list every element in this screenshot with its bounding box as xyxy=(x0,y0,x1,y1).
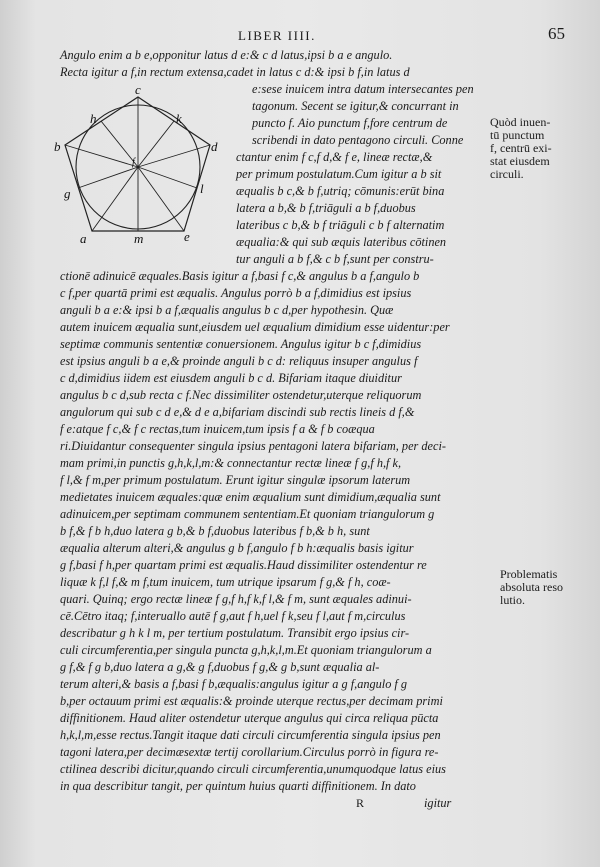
label-d: d xyxy=(211,139,218,154)
text-line: tagoni latera,per decimæsextæ tertij corollarium.Circulus porrò in figura re- xyxy=(60,745,439,759)
label-k: k xyxy=(176,111,182,126)
text-line: culi circumferentia,per singula puncta g,h,k,l,m.Et quoniam triangulorum a xyxy=(60,643,432,657)
text-line: b,per octauum primi est æqualis:& proinde uterque rectus,per decimam primi xyxy=(60,694,443,708)
text-line: æqualia alterum alteri,& angulus g b f,angulo f b h:æqualis basis igitur xyxy=(60,541,414,555)
page-number: 65 xyxy=(548,24,565,43)
margin-note-resolution xyxy=(500,568,563,607)
text-line: b f,& f b h,duo latera g b,& b f,duobus lateribus f b,& b h, sunt xyxy=(60,524,370,538)
text-line: per primum postulatum.Cum igitur a b sit xyxy=(236,167,442,181)
text-line: medietates inuicem æquales:quæ enim æqualium sunt dimidium,æqualia sunt xyxy=(60,490,441,504)
text-line: tur anguli a b f,& c b f,sunt per constru- xyxy=(236,252,434,266)
text-line: tagonum. Secent se igitur,& concurrant in xyxy=(252,99,459,113)
text-line: f l,& f m,per primum postulatum. Erunt igitur singulæ ipsorum laterum xyxy=(60,473,411,487)
text-line: mam primi,in punctis g,h,k,l,m:& connectantur rectæ lineæ f g,f h,f k, xyxy=(60,456,402,470)
margin-note-center xyxy=(490,116,552,181)
margin-note-line: circuli. xyxy=(490,167,524,181)
label-b: b xyxy=(54,139,61,154)
text-line: ctionē adinuicē æquales.Basis igitur a f,basi f c,& angulus b a f,angulo b xyxy=(60,269,420,283)
text-line: est ipsius anguli b a e,& proinde anguli b c d: reliquus insuper angulus f xyxy=(60,354,418,368)
text-line: angulus b c d,sub recta c f.Nec dissimiliter ostendetur,uterque reliquorum xyxy=(60,388,422,402)
text-line: anguli b a e:& ipsi b a f,æqualis angulus b c d,per hypothesin. Quæ xyxy=(60,303,394,317)
margin-note-line: f, centrū exi- xyxy=(490,141,552,155)
text-line: c d,dimidius iidem est eiusdem anguli b c d. Bifariam itaque diuiditur xyxy=(60,371,402,385)
label-g: g xyxy=(64,186,71,201)
margin-note-line: absoluta reso xyxy=(500,580,563,594)
margin-note-line: lutio. xyxy=(500,593,526,607)
text-line: h,k,l,m,esse rectus.Tangit itaque dati circuli circumferentia singula ipsius pen xyxy=(60,728,441,742)
text-line: latera a b,& b f,triāguli a b f,duobus xyxy=(236,201,416,215)
text-line: in qua describitur tangit, per quintum huius quarti diffinitionem. In dato xyxy=(60,779,416,793)
text-line: e:sese inuicem intra datum intersecantes pen xyxy=(252,82,474,96)
label-e: e xyxy=(184,229,190,244)
text-line: Recta igitur a f,in rectum extensa,cadet in latus c d:& ipsi b f,in latus d xyxy=(60,65,410,79)
label-f: f xyxy=(132,157,135,168)
text-line: adinuicem,per septimam communem sententiam.Et quoniam triangulorum g xyxy=(60,507,435,521)
margin-note-line: stat eiusdem xyxy=(490,154,550,168)
text-line: æqualis b c,& b f,utriq; cōmunis:erūt bina xyxy=(236,184,445,198)
text-line: ctilinea describi dicitur,quando circuli circumferentia,unumquodque latus eius xyxy=(60,762,446,776)
catchword: igitur xyxy=(424,796,452,810)
margin-note-line: Problematis xyxy=(500,567,558,581)
text-line: autem inuicem æqualia sunt,eiusdem uel æqualium dimidium esse uidentur:per xyxy=(60,320,450,334)
margin-note-line: Quòd inuen- xyxy=(490,115,551,129)
text-line: quari. Quinq; ergo rectæ lineæ f g,f h,f k,f l,& f m, sunt æquales adinui- xyxy=(60,592,412,606)
text-line: lateribus c b,& b f triāguli c b f alternatim xyxy=(236,218,445,232)
label-a: a xyxy=(80,231,87,245)
text-line: æqualia:& qui sub æquis lateribus cōtinen xyxy=(236,235,447,249)
label-h: h xyxy=(90,111,97,126)
label-m: m xyxy=(134,231,144,245)
text-line: f e:atque f c,& f c rectas,tum inuicem,tum ipsis f a & f b coæqua xyxy=(60,422,375,436)
text-line: g f,basi f h,per quartam primi est æqualis.Haud dissimiliter ostendentur re xyxy=(60,558,427,572)
text-line: ctantur enim f c,f d,& f e, lineæ rectæ,& xyxy=(236,150,433,164)
text-line: Angulo enim a b e,opponitur latus d e:& c d latus,ipsi b a e angulo. xyxy=(60,48,393,62)
text-line: cē.Cētro itaq; f,interuallo autē f g,aut f h,uel f k,seu f l,aut f m,circulus xyxy=(60,609,406,623)
text-line: septimæ communis sententiæ conuersionem. Angulus igitur b c f,dimidius xyxy=(60,337,422,351)
margin-note-line: tū punctum xyxy=(490,128,545,142)
text-line: scribendi in dato pentagono circuli. Conne xyxy=(252,133,464,147)
signature-mark: R xyxy=(356,796,365,810)
label-l: l xyxy=(200,181,204,196)
running-head: LIBER IIII. xyxy=(238,28,316,43)
text-line: liquæ k f,l f,& m f,tum inuicem, tum utrique ipsarum f g,& f h, coæ- xyxy=(60,575,391,589)
text-line: angulorum qui sub c d e,& d e a,bifariam discindi sub rectis lineis d f,& xyxy=(60,405,415,419)
text-line: puncto f. Aio punctum f,fore centrum de xyxy=(252,116,448,130)
label-c: c xyxy=(135,85,141,97)
text-line: describatur g h k l m, per tertium postulatum. Transibit ergo ipsius cir- xyxy=(60,626,410,640)
text-line: c f,per quartā primi est æqualis. Angulus porrò b a f,dimidius est ipsius xyxy=(60,286,412,300)
text-line: g f,& f g b,duo latera a g,& g f,duobus f g,& g b,sunt æqualia al- xyxy=(60,660,380,674)
text-line: ri.Diuidantur consequenter singula ipsius pentagoni latera bifariam, per deci- xyxy=(60,439,446,453)
text-line: diffinitionem. Haud aliter ostendetur uterque angulus qui circa reliqua pūcta xyxy=(60,711,439,725)
text-line: terum alteri,& basis a f,basi f b,æqualis:angulus igitur a g f,angulo f g xyxy=(60,677,408,691)
